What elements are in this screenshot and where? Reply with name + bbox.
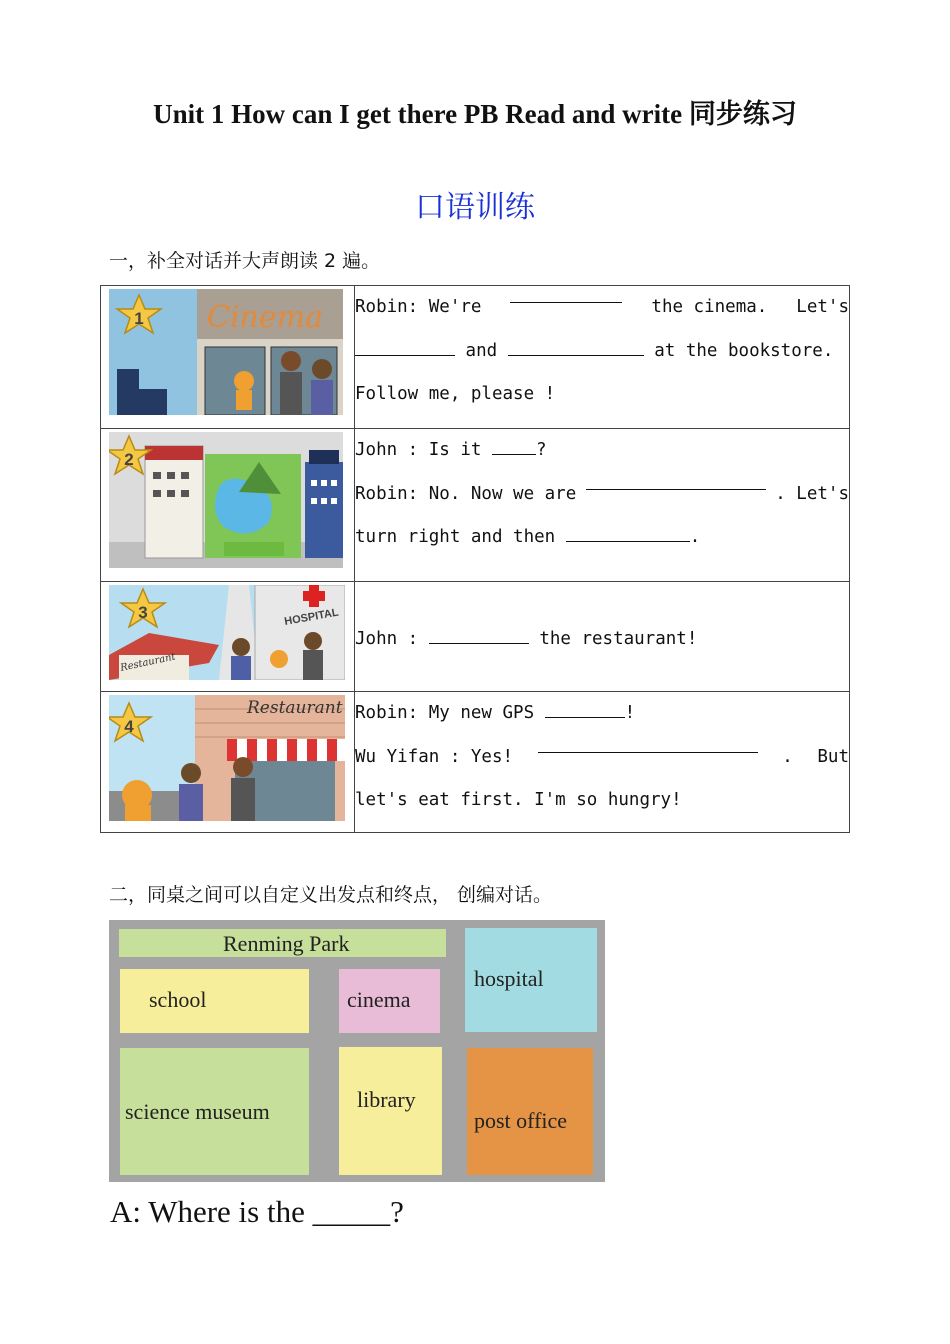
cinema-sign: Cinema (207, 300, 323, 335)
dialogue-text-4 (355, 692, 850, 833)
science-museum-label: science museum (125, 1099, 270, 1124)
map-scene-illustration (109, 432, 343, 568)
dialogue-line: Robin: We're the cinema. Let's (355, 286, 849, 330)
dialogue-line: John : the restaurant! (355, 629, 698, 649)
hospital-sign: HOSPITAL (283, 606, 340, 628)
cinema-label: cinema (347, 987, 411, 1012)
restaurant-sign: Restaurant (119, 651, 177, 674)
answer-blank[interactable] (545, 701, 625, 718)
practice-question: A: Where is the _____? (110, 1194, 404, 1229)
dialogue-line: Follow me, please ! (355, 384, 556, 404)
dialogue-row-2 (101, 429, 850, 582)
dialogue-line: Robin: My new GPS ! (355, 703, 636, 723)
cinema-scene-illustration (109, 289, 343, 415)
restaurant-sign: Restaurant (247, 698, 343, 718)
library-label: library (357, 1087, 416, 1112)
dialogue-row-1 (101, 286, 850, 429)
scene-cell-3 (101, 582, 355, 692)
answer-blank[interactable] (492, 438, 536, 455)
section-subtitle: 口语训练 (415, 190, 535, 225)
dialogue-line: John : Is it ? (355, 440, 547, 460)
exercise-2-heading: 二，同桌之间可以自定义出发点和终点， 创编对话。 (109, 884, 553, 906)
scene-cell-4 (101, 692, 355, 833)
dialogue-text-2 (355, 429, 850, 582)
answer-blank[interactable] (566, 525, 690, 542)
dialogue-table (100, 285, 850, 833)
dialogue-text-1 (355, 286, 850, 429)
dialogue-line: Robin: No. Now we are . Let's (355, 473, 849, 517)
answer-blank[interactable] (355, 339, 455, 356)
school-label: school (149, 987, 207, 1012)
dialogue-row-4 (101, 692, 850, 833)
town-map-diagram (109, 920, 605, 1182)
restaurant-scene-illustration (109, 695, 345, 821)
post-office-label: post office (474, 1108, 568, 1133)
dialogue-text-3 (355, 582, 850, 692)
scene-number: 1 (134, 309, 144, 328)
hospital-label: hospital (474, 966, 544, 991)
scene-number: 3 (138, 603, 148, 622)
exercise-1-heading: 一，补全对话并大声朗读 2 遍。 (109, 250, 381, 272)
answer-blank[interactable] (429, 627, 529, 644)
answer-blank[interactable] (538, 736, 758, 753)
scene-number: 2 (124, 450, 134, 469)
restaurant-hospital-scene-illustration (109, 585, 345, 680)
town-map (109, 920, 605, 1186)
page-title: Unit 1 How can I get there PB Read and write 同步练习 (153, 99, 797, 129)
dialogue-line: and at the bookstore. (355, 330, 849, 374)
answer-blank[interactable] (586, 473, 766, 490)
dialogue-row-3 (101, 582, 850, 692)
dialogue-line: Wu Yifan : Yes! . But (355, 736, 849, 780)
answer-blank[interactable] (508, 339, 644, 356)
dialogue-line: turn right and then . (355, 527, 701, 547)
scene-cell-1 (101, 286, 355, 429)
scene-number: 4 (124, 717, 134, 736)
dialogue-line: let's eat first. I'm so hungry! (355, 790, 682, 810)
answer-blank[interactable] (510, 286, 622, 303)
renming-park-label: Renming Park (223, 931, 350, 956)
scene-cell-2 (101, 429, 355, 582)
